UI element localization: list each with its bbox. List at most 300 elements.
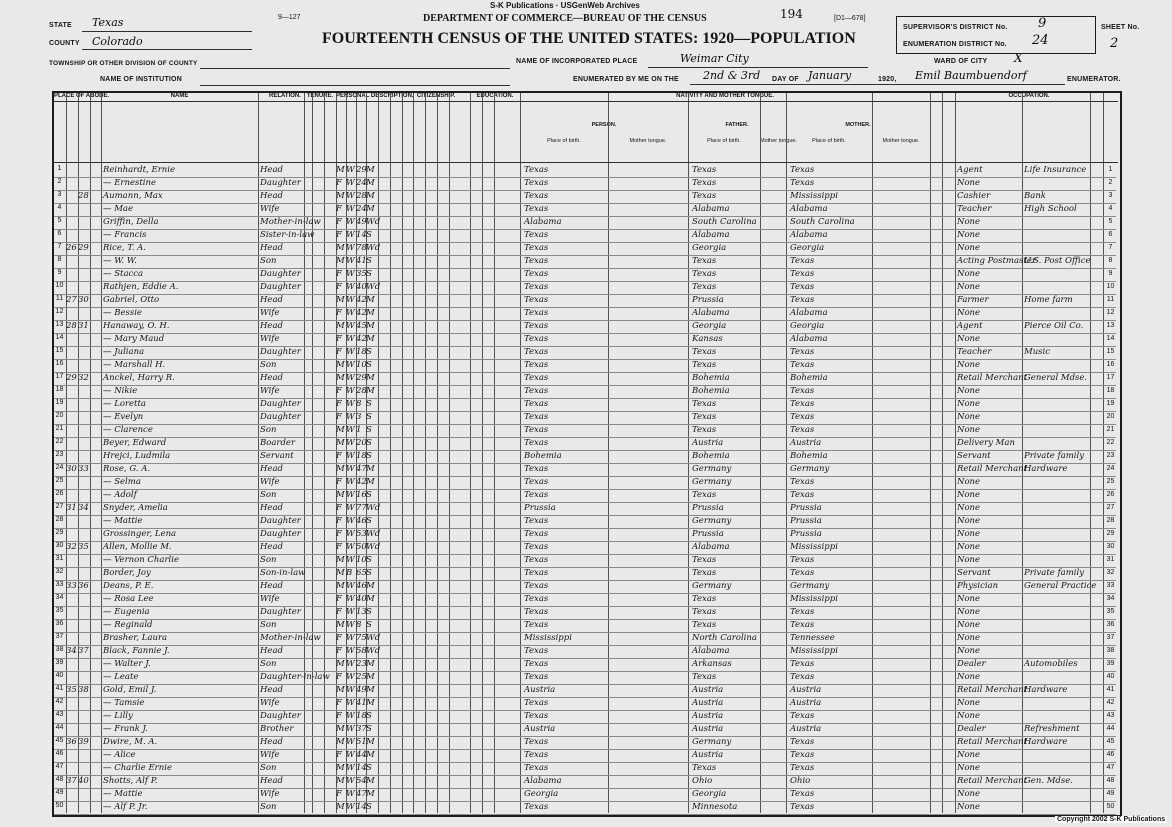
section-label: PLACE OF ABODE. — [54, 93, 110, 99]
race: W — [346, 685, 355, 695]
family-number: 38 — [78, 685, 89, 695]
person-name: Hanaway, O. H. — [103, 321, 170, 331]
relation: Daughter — [260, 399, 301, 409]
birthplace: Texas — [524, 555, 549, 565]
marital-status: Wd — [366, 529, 381, 539]
person-name: — W. W. — [103, 256, 137, 266]
race: W — [346, 412, 355, 422]
occupation: None — [957, 425, 981, 435]
family-number: 29 — [78, 243, 89, 253]
race: W — [346, 516, 355, 526]
relation: Wife — [260, 750, 280, 760]
institution-label: NAME OF INSTITUTION — [100, 76, 182, 83]
place-label: NAME OF INCORPORATED PLACE — [516, 58, 638, 65]
sex: M — [336, 659, 345, 669]
dwelling-number: 30 — [66, 464, 77, 474]
line-number: 16 — [55, 360, 64, 367]
line-number: 11 — [55, 295, 64, 302]
mother-birthplace: Texas — [790, 659, 815, 669]
section-label: PERSONAL DESCRIPTION. — [336, 93, 414, 99]
sex: F — [336, 308, 342, 318]
father-birthplace: Alabama — [692, 646, 730, 656]
mother-birthplace: Mississippi — [790, 191, 838, 201]
birthplace: Texas — [524, 386, 549, 396]
marital-status: M — [366, 165, 375, 175]
person-name: — Walter J. — [103, 659, 151, 669]
relation: Son — [260, 659, 277, 669]
occupation: None — [957, 217, 981, 227]
birthplace: Texas — [524, 568, 549, 578]
sex: F — [336, 750, 342, 760]
birthplace: Texas — [524, 529, 549, 539]
sex: F — [336, 633, 342, 643]
marital-status: Wd — [366, 503, 381, 513]
marital-status: S — [366, 568, 372, 578]
nativity-subhead: FATHER. — [725, 122, 749, 128]
father-birthplace: Austria — [692, 438, 724, 448]
father-birthplace: Georgia — [692, 243, 727, 253]
line-number: 35 — [55, 607, 64, 614]
marital-status: S — [366, 555, 372, 565]
marital-status: S — [366, 425, 372, 435]
birthplace: Texas — [524, 516, 549, 526]
father-birthplace: Minnesota — [692, 802, 738, 812]
marital-status: M — [366, 321, 375, 331]
line-number: 24 — [55, 464, 64, 471]
mother-birthplace: Alabama — [790, 230, 828, 240]
sex: F — [336, 711, 342, 721]
relation: Head — [260, 776, 283, 786]
relation: Head — [260, 165, 283, 175]
person-name: Aumann, Max — [103, 191, 163, 201]
birthplace: Texas — [524, 230, 549, 240]
age: 42 — [356, 477, 367, 487]
birthplace: Austria — [524, 685, 556, 695]
year-text: 1920, — [878, 76, 897, 83]
line-number-right: 43 — [1106, 712, 1115, 719]
occupation: None — [957, 282, 981, 292]
birthplace: Texas — [524, 802, 549, 812]
father-birthplace: Prussia — [692, 295, 724, 305]
line-number-right: 25 — [1106, 478, 1115, 485]
line-number-right: 15 — [1106, 348, 1115, 355]
race: W — [346, 282, 355, 292]
relation: Daughter — [260, 607, 301, 617]
industry: Bank — [1024, 191, 1046, 201]
relation: Brother — [260, 724, 294, 734]
line-number-right: 8 — [1108, 257, 1113, 264]
race: W — [346, 451, 355, 461]
line-number: 19 — [55, 399, 64, 406]
occupation: None — [957, 412, 981, 422]
relation: Wife — [260, 698, 280, 708]
birthplace: Texas — [524, 269, 549, 279]
line-number-right: 48 — [1106, 777, 1115, 784]
mother-birthplace: Prussia — [790, 516, 822, 526]
person-name: Rose, G. A. — [103, 464, 151, 474]
birthplace: Alabama — [524, 217, 562, 227]
age: 50 — [356, 542, 367, 552]
dwelling-number: 32 — [66, 542, 77, 552]
occupation: None — [957, 386, 981, 396]
sex: M — [336, 581, 345, 591]
occupation: Retail Merchant — [957, 776, 1028, 786]
person-name: — Bessie — [103, 308, 142, 318]
marital-status: M — [366, 776, 375, 786]
mother-birthplace: Texas — [790, 555, 815, 565]
sex: F — [336, 230, 342, 240]
line-number: 30 — [55, 542, 64, 549]
person-name: Rice, T. A. — [103, 243, 146, 253]
relation: Daughter — [260, 347, 301, 357]
line-number: 33 — [55, 581, 64, 588]
family-number: 40 — [78, 776, 89, 786]
line-number-right: 40 — [1106, 673, 1115, 680]
line-number-right: 47 — [1106, 764, 1115, 771]
race: W — [346, 204, 355, 214]
race: W — [346, 230, 355, 240]
birthplace: Texas — [524, 347, 549, 357]
industry: Pierce Oil Co. — [1024, 321, 1084, 331]
birthplace: Texas — [524, 659, 549, 669]
birthplace: Texas — [524, 412, 549, 422]
marital-status: M — [366, 581, 375, 591]
occupation: Retail Merchant — [957, 373, 1028, 383]
line-number-right: 21 — [1106, 426, 1115, 433]
birthplace: Texas — [524, 737, 549, 747]
industry: Private family — [1024, 568, 1085, 578]
race: W — [346, 399, 355, 409]
father-birthplace: Kansas — [692, 334, 723, 344]
occupation: None — [957, 698, 981, 708]
mother-birthplace: Texas — [790, 178, 815, 188]
race: W — [346, 737, 355, 747]
father-birthplace: Texas — [692, 360, 717, 370]
line-number: 25 — [55, 477, 64, 484]
sex: M — [336, 295, 345, 305]
person-name: — Leate — [103, 672, 139, 682]
father-birthplace: Austria — [692, 698, 724, 708]
race: W — [346, 529, 355, 539]
occupation: None — [957, 672, 981, 682]
sex: F — [336, 672, 342, 682]
line-number-right: 1 — [1108, 166, 1113, 173]
relation: Mother-in-law — [260, 217, 321, 227]
sex: F — [336, 347, 342, 357]
relation: Head — [260, 737, 283, 747]
enumerated-label: ENUMERATED BY ME ON THE — [573, 76, 679, 83]
marital-status: Wd — [366, 646, 381, 656]
age: 16 — [356, 490, 367, 500]
section-label: CITIZENSHIP. — [416, 93, 456, 99]
mother-birthplace: Austria — [790, 724, 822, 734]
supervisor-value: 9 — [1038, 16, 1047, 31]
father-birthplace: Texas — [692, 555, 717, 565]
sex: M — [336, 763, 345, 773]
father-birthplace: Texas — [692, 399, 717, 409]
person-name: Griffin, Della — [103, 217, 159, 227]
sex: F — [336, 698, 342, 708]
line-number: 3 — [57, 191, 62, 198]
county-value: Colorado — [92, 35, 143, 48]
race: W — [346, 672, 355, 682]
line-number-right: 32 — [1106, 569, 1115, 576]
occupation: Cashier — [957, 191, 991, 201]
mother-birthplace: Texas — [790, 607, 815, 617]
father-birthplace: Prussia — [692, 503, 724, 513]
birthplace: Texas — [524, 282, 549, 292]
mother-birthplace: Georgia — [790, 243, 825, 253]
race: W — [346, 542, 355, 552]
person-name: — Selma — [103, 477, 141, 487]
line-number-right: 27 — [1106, 504, 1115, 511]
line-number: 10 — [55, 282, 64, 289]
marital-status: M — [366, 191, 375, 201]
relation: Daughter — [260, 282, 301, 292]
marital-status: M — [366, 672, 375, 682]
relation: Head — [260, 191, 283, 201]
mother-birthplace: Texas — [790, 412, 815, 422]
line-number: 48 — [55, 776, 64, 783]
family-number: 33 — [78, 464, 89, 474]
line-number-right: 24 — [1106, 465, 1115, 472]
age: 45 — [356, 321, 367, 331]
person-name: — Reginald — [103, 620, 153, 630]
occupation: Retail Merchant — [957, 737, 1028, 747]
father-birthplace: Texas — [692, 256, 717, 266]
line-number: 41 — [55, 685, 64, 692]
age: 8 — [356, 620, 362, 630]
mother-birthplace: Mississippi — [790, 594, 838, 604]
line-number-right: 26 — [1106, 491, 1115, 498]
occupation: None — [957, 594, 981, 604]
line-number-right: 10 — [1106, 283, 1115, 290]
age: 18 — [356, 711, 367, 721]
line-number: 39 — [55, 659, 64, 666]
line-number-right: 22 — [1106, 439, 1115, 446]
father-birthplace: Georgia — [692, 789, 727, 799]
mother-birthplace: Texas — [790, 295, 815, 305]
industry: Gen. Mdse. — [1024, 776, 1073, 786]
person-name: Border, Joy — [103, 568, 151, 578]
main-title: FOURTEENTH CENSUS OF THE UNITED STATES: 1920—POPULATION — [322, 30, 856, 47]
birthplace: Texas — [524, 646, 549, 656]
relation: Wife — [260, 334, 280, 344]
line-number-right: 49 — [1106, 790, 1115, 797]
mother-birthplace: Texas — [790, 711, 815, 721]
birthplace: Texas — [524, 581, 549, 591]
mother-birthplace: Texas — [790, 477, 815, 487]
age: 14 — [356, 763, 367, 773]
mother-birthplace: Ohio — [790, 776, 811, 786]
dwelling-number: 26 — [66, 243, 77, 253]
person-name: — Ernestine — [103, 178, 156, 188]
father-birthplace: Bohemia — [692, 373, 730, 383]
relation: Head — [260, 321, 283, 331]
person-name: Beyer, Edward — [103, 438, 167, 448]
sex: M — [336, 191, 345, 201]
line-number: 15 — [55, 347, 64, 354]
race: W — [346, 347, 355, 357]
father-birthplace: Texas — [692, 568, 717, 578]
father-birthplace: Bohemia — [692, 451, 730, 461]
relation: Son — [260, 256, 277, 266]
sex: F — [336, 412, 342, 422]
relation: Wife — [260, 386, 280, 396]
relation: Servant — [260, 451, 294, 461]
occupation: Dealer — [957, 659, 986, 669]
mother-birthplace: Texas — [790, 620, 815, 630]
sex: F — [336, 282, 342, 292]
birthplace: Texas — [524, 763, 549, 773]
marital-status: S — [366, 607, 372, 617]
mother-birthplace: Texas — [790, 386, 815, 396]
nativity-subhead: MOTHER. — [845, 122, 871, 128]
relation: Son — [260, 360, 277, 370]
race: W — [346, 295, 355, 305]
industry: Hardware — [1024, 464, 1068, 474]
dwelling-number: 33 — [66, 581, 77, 591]
person-name: Allen, Mollie M. — [103, 542, 172, 552]
father-birthplace: Georgia — [692, 321, 727, 331]
relation: Daughter — [260, 711, 301, 721]
person-name: Gold, Emil J. — [103, 685, 157, 695]
industry: Hardware — [1024, 737, 1068, 747]
county-line — [82, 49, 252, 50]
line-number-right: 36 — [1106, 621, 1115, 628]
birthplace: Alabama — [524, 776, 562, 786]
form-number: 9—127 — [278, 14, 301, 21]
dwelling-number: 37 — [66, 776, 77, 786]
sex: M — [336, 490, 345, 500]
age: 24 — [356, 204, 367, 214]
birthplace: Texas — [524, 256, 549, 266]
section-label: RELATION. — [269, 93, 301, 99]
line-number: 40 — [55, 672, 64, 679]
line-number: 2 — [57, 178, 62, 185]
birthplace: Texas — [524, 204, 549, 214]
mother-birthplace: Texas — [790, 750, 815, 760]
mother-birthplace: Georgia — [790, 321, 825, 331]
age: 35 — [356, 269, 367, 279]
line-number: 46 — [55, 750, 64, 757]
father-birthplace: Alabama — [692, 230, 730, 240]
occupation: None — [957, 308, 981, 318]
line-number-right: 39 — [1106, 660, 1115, 667]
person-name: Dwire, M. A. — [103, 737, 158, 747]
line-number-right: 37 — [1106, 634, 1115, 641]
sex: F — [336, 477, 342, 487]
supervisor-label: SUPERVISOR'S DISTRICT No. — [903, 24, 1008, 31]
mother-birthplace: Texas — [790, 165, 815, 175]
race: W — [346, 620, 355, 630]
marital-status: S — [366, 620, 372, 630]
occupation: Delivery Man — [957, 438, 1015, 448]
race: W — [346, 698, 355, 708]
marital-status: Wd — [366, 282, 381, 292]
occupation: None — [957, 230, 981, 240]
occupation: None — [957, 178, 981, 188]
person-name: — Charlie Ernie — [103, 763, 172, 773]
family-number: 39 — [78, 737, 89, 747]
race: W — [346, 555, 355, 565]
dwelling-number: 34 — [66, 646, 77, 656]
relation: Wife — [260, 204, 280, 214]
birthplace: Texas — [524, 620, 549, 630]
person-name: — Juliana — [103, 347, 145, 357]
person-name: — Clarence — [103, 425, 153, 435]
birthplace: Mississippi — [524, 633, 572, 643]
father-birthplace: Texas — [692, 490, 717, 500]
occupation: None — [957, 633, 981, 643]
father-birthplace: Germany — [692, 581, 732, 591]
mother-birthplace: Germany — [790, 464, 830, 474]
race: W — [346, 581, 355, 591]
sheet-label: SHEET No. — [1101, 24, 1140, 31]
sex: M — [336, 321, 345, 331]
birthplace: Prussia — [524, 503, 556, 513]
relation: Head — [260, 581, 283, 591]
person-name: — Alf P. Jr. — [103, 802, 148, 812]
occupation: None — [957, 360, 981, 370]
sex: M — [336, 737, 345, 747]
age: 75 — [356, 633, 367, 643]
sex: M — [336, 256, 345, 266]
line-number-right: 13 — [1106, 322, 1115, 329]
marital-status: M — [366, 789, 375, 799]
age: 29 — [356, 165, 367, 175]
person-name: — Mae — [103, 204, 134, 214]
marital-status: M — [366, 334, 375, 344]
race: W — [346, 321, 355, 331]
race: W — [346, 802, 355, 812]
marital-status: Wd — [366, 633, 381, 643]
occupation: None — [957, 711, 981, 721]
age: 46 — [356, 516, 367, 526]
marital-status: S — [366, 256, 372, 266]
sex: M — [336, 620, 345, 630]
line-number: 45 — [55, 737, 64, 744]
mother-birthplace: Texas — [790, 802, 815, 812]
line-number-right: 2 — [1108, 179, 1113, 186]
sheet-value: 2 — [1110, 36, 1119, 51]
sex: M — [336, 373, 345, 383]
industry: Home farm — [1024, 295, 1073, 305]
occupation: Teacher — [957, 204, 992, 214]
line-number-right: 50 — [1106, 803, 1115, 810]
person-name: — Frank J. — [103, 724, 149, 734]
family-number: 34 — [78, 503, 89, 513]
line-number: 34 — [55, 594, 64, 601]
family-number: 32 — [78, 373, 89, 383]
township-line — [200, 68, 510, 69]
father-birthplace: Austria — [692, 724, 724, 734]
father-birthplace: Alabama — [692, 308, 730, 318]
line-number-right: 6 — [1108, 231, 1113, 238]
father-birthplace: Texas — [692, 763, 717, 773]
line-number: 9 — [57, 269, 62, 276]
mother-birthplace: Mississippi — [790, 646, 838, 656]
person-name: Snyder, Amelia — [103, 503, 168, 513]
person-name: Gabriel, Otto — [103, 295, 160, 305]
line-number-right: 42 — [1106, 699, 1115, 706]
line-number-right: 16 — [1106, 361, 1115, 368]
line-number-right: 34 — [1106, 595, 1115, 602]
occupation: None — [957, 542, 981, 552]
line-number-right: 30 — [1106, 543, 1115, 550]
father-birthplace: Texas — [692, 347, 717, 357]
person-name: Anckel, Harry R. — [103, 373, 175, 383]
